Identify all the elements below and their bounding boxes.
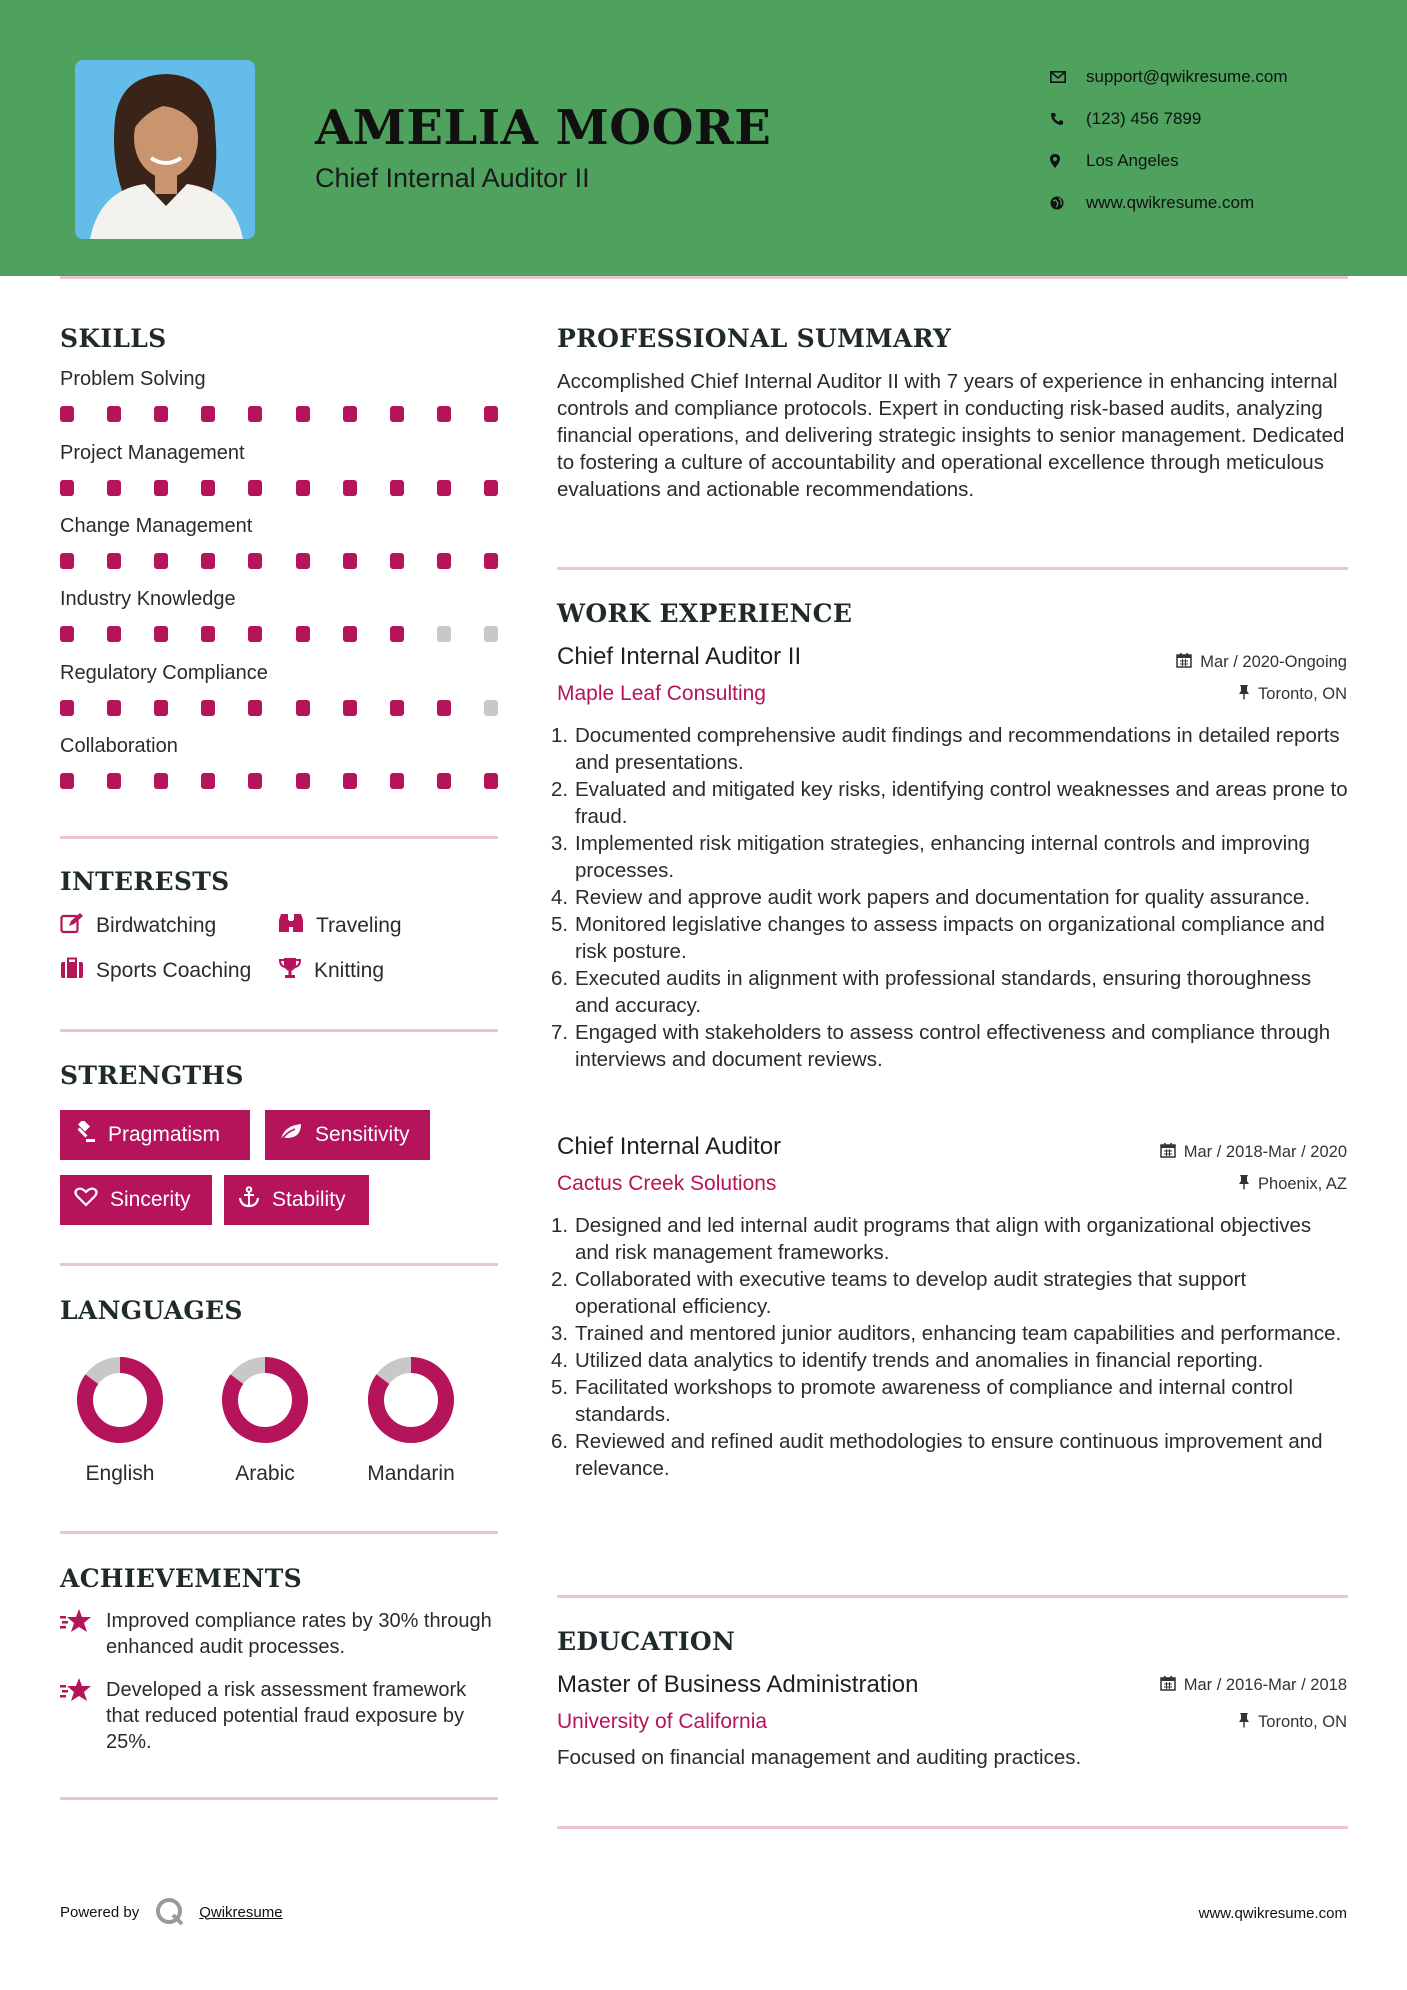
languages-heading: LANGUAGES xyxy=(60,1296,243,1325)
candidate-name: AMELIA MOORE xyxy=(315,100,772,156)
pushpin-icon xyxy=(1238,1174,1258,1195)
candidate-title: Chief Internal Auditor II xyxy=(315,163,590,193)
envelope-icon xyxy=(1050,71,1086,83)
achievements-heading: ACHIEVEMENTS xyxy=(60,1564,302,1593)
section-divider xyxy=(557,1595,1348,1598)
rating-dot-filled xyxy=(390,480,404,496)
rating-dot-filled xyxy=(107,406,121,422)
job-dates: Mar / 2020-Ongoing xyxy=(1176,652,1347,673)
phone-icon xyxy=(1050,112,1086,126)
job-location: Toronto, ON xyxy=(1238,684,1347,705)
rating-dot-filled xyxy=(437,553,451,569)
rating-dot-filled xyxy=(343,700,357,716)
language-label: Mandarin xyxy=(367,1462,455,1485)
rating-dot-filled xyxy=(201,773,215,789)
rating-dot-filled xyxy=(60,553,74,569)
skill-rating xyxy=(60,626,498,642)
strength-label: Stability xyxy=(272,1188,346,1211)
language-ring xyxy=(75,1355,165,1445)
job-bullet: 1. Designed and led internal audit programs that align with organizational objectives and risk management frameworks. xyxy=(551,1214,1312,1264)
job-bullet: 3. Trained and mentored junior auditors, enhancing team capabilities and performance. xyxy=(551,1322,1342,1345)
skill-name: Regulatory Compliance xyxy=(60,662,268,684)
rating-dot-filled xyxy=(437,480,451,496)
contact-website[interactable] xyxy=(1050,182,1288,224)
job-bullet: 6. Executed audits in alignment with professional standards, ensuring thoroughness and accuracy. xyxy=(551,967,1312,1017)
rating-dot-filled xyxy=(154,480,168,496)
strength-tag xyxy=(60,1110,250,1160)
language-ring xyxy=(366,1355,456,1445)
rating-dot-filled xyxy=(201,553,215,569)
interests-heading: INTERESTS xyxy=(60,867,230,896)
job-bullet: 4. Utilized data analytics to identify trends and anomalies in financial reporting. xyxy=(551,1349,1264,1372)
location-text: Los Angeles xyxy=(1086,151,1179,170)
achievement-text: Developed a risk assessment framework that reduced potential fraud exposure by 25%. xyxy=(106,1679,467,1753)
company-name: Maple Leaf Consulting xyxy=(557,682,766,705)
rating-dot-filled xyxy=(60,700,74,716)
footer-website[interactable]: www.qwikresume.com xyxy=(1198,1905,1347,1922)
achievement-text: Improved compliance rates by 30% through enhanced audit processes. xyxy=(106,1610,492,1658)
rating-dot-filled xyxy=(60,773,74,789)
rating-dot-filled xyxy=(296,406,310,422)
rating-dot-filled xyxy=(248,553,262,569)
rating-dot-filled xyxy=(343,480,357,496)
rating-dot-filled xyxy=(60,626,74,642)
skill-name: Change Management xyxy=(60,515,253,537)
strength-label: Sincerity xyxy=(110,1188,191,1211)
skill-rating xyxy=(60,553,498,569)
job-bullet: 5. Monitored legislative changes to assess impacts on organizational compliance and risk posture. xyxy=(551,913,1325,963)
skills-heading: SKILLS xyxy=(60,324,167,353)
suitcase-icon xyxy=(60,957,96,985)
contact-email[interactable] xyxy=(1050,56,1288,98)
section-divider xyxy=(60,1797,498,1800)
rating-dot-filled xyxy=(107,626,121,642)
education-heading: EDUCATION xyxy=(557,1627,736,1656)
section-divider xyxy=(60,1029,498,1032)
map-pin-icon xyxy=(1050,154,1086,168)
rating-dot-filled xyxy=(437,700,451,716)
strength-label: Pragmatism xyxy=(108,1123,221,1146)
summary-heading: PROFESSIONAL SUMMARY xyxy=(557,324,952,353)
rating-dot-filled xyxy=(201,480,215,496)
rating-dot-filled xyxy=(154,773,168,789)
rating-dot-filled xyxy=(343,406,357,422)
job-location: Phoenix, AZ xyxy=(1238,1174,1347,1195)
school-name: University of California xyxy=(557,1710,768,1733)
rating-dot-filled xyxy=(296,626,310,642)
job-bullet: 7. Engaged with stakeholders to assess control effectiveness and compliance through interviews and document reviews. xyxy=(551,1021,1331,1071)
rating-dot-filled xyxy=(248,700,262,716)
rating-dot-filled xyxy=(154,626,168,642)
job-bullet: 2. Collaborated with executive teams to develop audit strategies that support operational efficiency. xyxy=(551,1268,1247,1318)
rating-dot-filled xyxy=(484,406,498,422)
skill-name: Project Management xyxy=(60,442,245,464)
degree-title: Master of Business Administration xyxy=(557,1671,919,1698)
job-bullet: 3. Implemented risk mitigation strategies, enhancing internal controls and improving processes. xyxy=(551,832,1310,882)
rating-dot-filled xyxy=(390,773,404,789)
rating-dot-filled xyxy=(201,700,215,716)
pushpin-icon xyxy=(1238,684,1258,705)
binoculars-icon xyxy=(278,912,316,940)
rating-dot-empty xyxy=(484,626,498,642)
footer-powered-by: Powered by Qwikresume xyxy=(60,1897,283,1927)
skill-rating xyxy=(60,406,498,422)
calendar-icon xyxy=(1160,1142,1184,1163)
section-divider xyxy=(557,567,1348,570)
achievement-item xyxy=(60,1677,500,1755)
strength-tag xyxy=(265,1110,430,1160)
company-name: Cactus Creek Solutions xyxy=(557,1172,777,1195)
rating-dot-filled xyxy=(296,480,310,496)
language-label: Arabic xyxy=(235,1462,295,1485)
rating-dot-filled xyxy=(390,700,404,716)
star-icon xyxy=(60,1608,92,1660)
interest-item xyxy=(60,912,216,940)
job-bullet: 6. Reviewed and refined audit methodologies to ensure continuous improvement and relevance. xyxy=(551,1430,1323,1480)
section-divider xyxy=(60,836,498,839)
skill-rating xyxy=(60,480,498,496)
interest-label: Birdwatching xyxy=(96,914,217,937)
edit-icon xyxy=(60,912,96,940)
contact-list xyxy=(1050,56,1288,224)
rating-dot-empty xyxy=(437,626,451,642)
rating-dot-filled xyxy=(296,553,310,569)
language-item xyxy=(200,1355,330,1486)
pushpin-icon xyxy=(1238,1712,1258,1733)
header-band xyxy=(0,0,1407,276)
interest-label: Traveling xyxy=(316,914,402,937)
language-label: English xyxy=(85,1462,155,1485)
rating-dot-filled xyxy=(484,773,498,789)
brand-link[interactable]: Qwikresume xyxy=(199,1903,283,1921)
rating-dot-filled xyxy=(201,626,215,642)
rating-dot-filled xyxy=(390,553,404,569)
education-description: Focused on financial management and auditing practices. xyxy=(557,1746,1082,1769)
interest-label: Sports Coaching xyxy=(96,959,252,982)
rating-dot-filled xyxy=(343,773,357,789)
email-text: support@qwikresume.com xyxy=(1086,67,1288,86)
achievement-item xyxy=(60,1608,500,1660)
rating-dot-filled xyxy=(343,626,357,642)
job-bullets xyxy=(551,722,1351,1073)
rating-dot-filled xyxy=(107,700,121,716)
heart-icon xyxy=(74,1187,110,1213)
rating-dot-filled xyxy=(107,480,121,496)
contact-phone[interactable] xyxy=(1050,98,1288,140)
rating-dot-filled xyxy=(296,773,310,789)
header-divider xyxy=(60,276,1348,279)
calendar-icon xyxy=(1176,652,1200,673)
leaf-icon xyxy=(279,1122,315,1148)
rating-dot-filled xyxy=(484,480,498,496)
trophy-icon xyxy=(278,957,314,985)
language-ring xyxy=(220,1355,310,1445)
job-dates: Mar / 2018-Mar / 2020 xyxy=(1160,1142,1347,1163)
job-bullet: 2. Evaluated and mitigated key risks, identifying control weaknesses and areas prone to fraud. xyxy=(551,778,1348,828)
contact-location xyxy=(1050,140,1288,182)
language-item xyxy=(55,1355,185,1486)
rating-dot-filled xyxy=(60,480,74,496)
anchor-icon xyxy=(238,1186,272,1214)
education-location: Toronto, ON xyxy=(1238,1712,1347,1733)
skill-rating xyxy=(60,773,498,789)
rating-dot-filled xyxy=(248,480,262,496)
gavel-icon xyxy=(74,1121,108,1149)
calendar-icon xyxy=(1160,1675,1184,1696)
interest-item xyxy=(278,912,402,940)
skill-name: Industry Knowledge xyxy=(60,588,236,610)
rating-dot-filled xyxy=(248,773,262,789)
globe-icon xyxy=(1050,196,1086,210)
strength-tag xyxy=(224,1175,369,1225)
rating-dot-filled xyxy=(154,406,168,422)
website-text: www.qwikresume.com xyxy=(1086,193,1255,212)
section-divider xyxy=(60,1263,498,1266)
language-item xyxy=(346,1355,476,1486)
rating-dot-filled xyxy=(201,406,215,422)
profile-photo xyxy=(75,60,255,239)
rating-dot-filled xyxy=(154,553,168,569)
strength-tag xyxy=(60,1175,212,1225)
interest-label: Knitting xyxy=(314,959,385,982)
interest-item xyxy=(278,957,384,985)
strength-label: Sensitivity xyxy=(315,1123,410,1146)
star-icon xyxy=(60,1677,92,1755)
rating-dot-filled xyxy=(343,553,357,569)
experience-heading: WORK EXPERIENCE xyxy=(557,599,853,628)
rating-dot-filled xyxy=(390,406,404,422)
rating-dot-filled xyxy=(390,626,404,642)
rating-dot-filled xyxy=(484,553,498,569)
rating-dot-filled xyxy=(248,626,262,642)
rating-dot-empty xyxy=(484,700,498,716)
skill-rating xyxy=(60,700,498,716)
qwikresume-logo-icon xyxy=(155,1897,185,1927)
rating-dot-filled xyxy=(296,700,310,716)
rating-dot-filled xyxy=(60,406,74,422)
job-title: Chief Internal Auditor II xyxy=(557,643,802,670)
job-bullet: 1. Documented comprehensive audit findings and recommendations in detailed reports and presentations. xyxy=(551,724,1340,774)
interest-item xyxy=(60,957,251,985)
rating-dot-filled xyxy=(437,773,451,789)
job-bullet: 5. Facilitated workshops to promote awareness of compliance and internal control standards. xyxy=(551,1376,1293,1426)
job-bullet: 4. Review and approve audit work papers and documentation for quality assurance. xyxy=(551,886,1311,909)
section-divider xyxy=(557,1826,1348,1829)
rating-dot-filled xyxy=(154,700,168,716)
rating-dot-filled xyxy=(437,406,451,422)
rating-dot-filled xyxy=(248,406,262,422)
skill-name: Problem Solving xyxy=(60,368,206,390)
job-title: Chief Internal Auditor xyxy=(557,1133,782,1160)
rating-dot-filled xyxy=(107,553,121,569)
education-dates: Mar / 2016-Mar / 2018 xyxy=(1160,1675,1347,1696)
summary-text: Accomplished Chief Internal Auditor II with 7 years of experience in enhancing internal controls and compliance protocols. Expert in conducting risk-based audits, analyzing financial operations, and delivering strategic insights to senior management. Dedicated to fostering a culture of accountability and operational excellence through meticulous evaluations and actionable recommendations. xyxy=(557,370,1345,501)
section-divider xyxy=(60,1531,498,1534)
strengths-heading: STRENGTHS xyxy=(60,1061,244,1090)
phone-text: (123) 456 7899 xyxy=(1086,109,1202,128)
rating-dot-filled xyxy=(107,773,121,789)
skill-name: Collaboration xyxy=(60,735,178,757)
job-bullets xyxy=(551,1212,1351,1482)
